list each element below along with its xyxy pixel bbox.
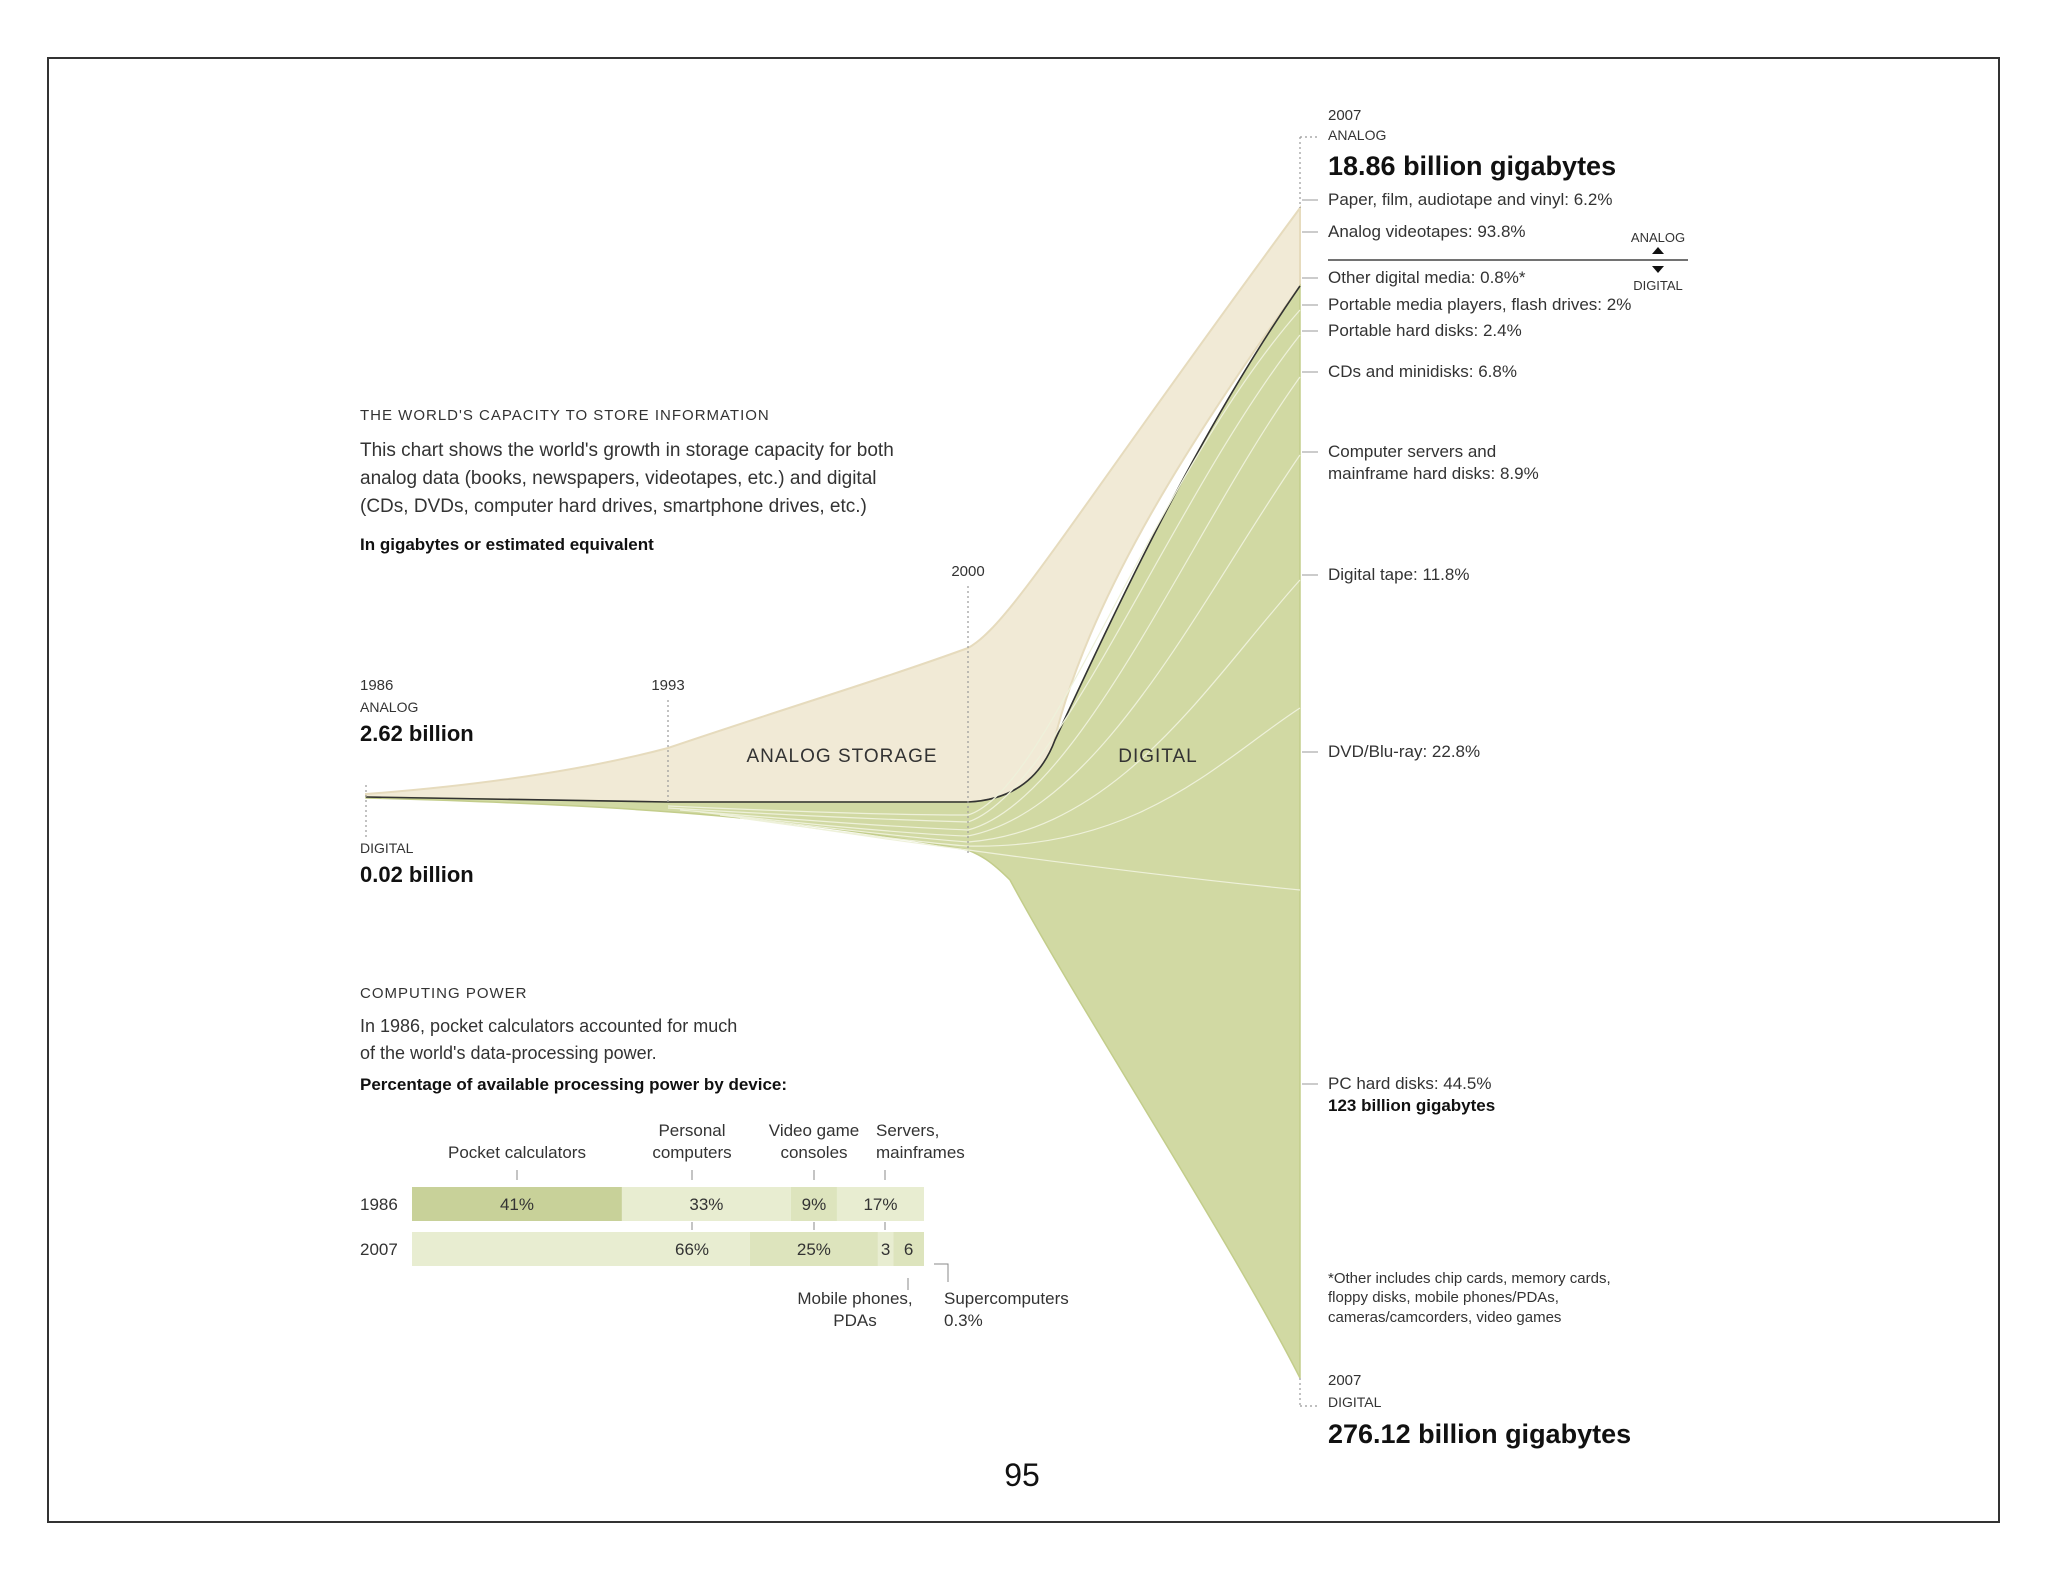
- header-videogame-2: consoles: [780, 1143, 848, 1162]
- label-mobile-2: PDAs: [833, 1311, 877, 1330]
- segment-label-10: PC hard disks: 44.5%: [1328, 1074, 1492, 1093]
- segment-label-3: Other digital media: 0.8%*: [1328, 268, 1526, 287]
- end-analog-year: 2007: [1328, 107, 1362, 124]
- computing-subheading: Percentage of available processing power by device:: [360, 1075, 788, 1094]
- digital-stream-label: DIGITAL: [1118, 746, 1198, 767]
- bar-label-1986-personal-computers: 33%: [689, 1195, 724, 1214]
- header-personal-2: computers: [652, 1143, 732, 1162]
- footnote-line-3: cameras/camcorders, video games: [1328, 1309, 1562, 1326]
- header-pocket-calculators: Pocket calculators: [448, 1143, 586, 1162]
- end-analog-label: ANALOG: [1328, 127, 1387, 143]
- segment-label-9: DVD/Blu-ray: 22.8%: [1328, 742, 1481, 761]
- label-mobile-1: Mobile phones,: [797, 1289, 913, 1308]
- bar-label-2007-video-game-consoles: 25%: [796, 1240, 831, 1259]
- header-servers-1: Servers,: [876, 1121, 940, 1140]
- footnote-line-1: *Other includes chip cards, memory cards,: [1328, 1270, 1611, 1287]
- intro-body-line-2: analog data (books, newspapers, videotapes, etc.) and digital: [360, 468, 877, 489]
- arrow-up-icon: [1652, 247, 1664, 254]
- start-analog-value: 2.62 billion: [360, 721, 474, 746]
- end-digital-label: DIGITAL: [1328, 1394, 1382, 1410]
- segment-label-1: Paper, film, audiotape and vinyl: 6.2%: [1328, 190, 1613, 209]
- divider-digital-label: DIGITAL: [1633, 278, 1683, 293]
- divider-analog-label: ANALOG: [1630, 230, 1686, 245]
- end-digital-value: 276.12 billion gigabytes: [1328, 1419, 1632, 1449]
- start-digital-value: 0.02 billion: [360, 862, 474, 887]
- bar-label-1986-video-game-consoles: 9%: [801, 1195, 827, 1214]
- segment-label-4: Portable media players, flash drives: 2%: [1328, 295, 1632, 314]
- intro-unit-note: In gigabytes or estimated equivalent: [360, 535, 654, 554]
- end-analog-value: 18.86 billion gigabytes: [1328, 151, 1617, 181]
- bar-label-2007-personal-computers: 66%: [674, 1240, 710, 1259]
- header-videogame-1: Video game: [768, 1121, 860, 1140]
- header-servers-2: mainframes: [876, 1143, 965, 1162]
- bar-label-2007-servers-mainframes: 6: [903, 1240, 914, 1259]
- analog-storage-label: ANALOG STORAGE: [746, 746, 938, 767]
- segment-label-10-line-2: 123 billion gigabytes: [1328, 1096, 1496, 1115]
- segment-label-5: Portable hard disks: 2.4%: [1328, 321, 1522, 340]
- start-digital-label: DIGITAL: [360, 840, 414, 856]
- bar-label-1986-servers-mainframes: 17%: [863, 1195, 898, 1214]
- computing-power-bars: [360, 1187, 924, 1266]
- start-analog-label: ANALOG: [360, 699, 419, 715]
- label-super-2: 0.3%: [944, 1311, 983, 1330]
- segment-label-6: CDs and minidisks: 6.8%: [1328, 362, 1517, 381]
- year-1993-label: 1993: [651, 677, 685, 694]
- segment-labels: [1302, 190, 1631, 1115]
- computing-bottom-labels: [797, 1289, 1068, 1330]
- segment-label-7: Computer servers and: [1328, 442, 1497, 461]
- computing-body-line-1: In 1986, pocket calculators accounted for much: [360, 1016, 738, 1036]
- intro-heading: THE WORLD'S CAPACITY TO STORE INFORMATION: [360, 407, 770, 424]
- bar-label-1986-pocket-calculators: 41%: [499, 1195, 534, 1214]
- label-super-1: Supercomputers: [944, 1289, 1069, 1308]
- segment-label-8: Digital tape: 11.8%: [1328, 565, 1470, 584]
- end-digital-year: 2007: [1328, 1372, 1362, 1389]
- footnote-line-2: floppy disks, mobile phones/PDAs,: [1328, 1289, 1559, 1306]
- row-year-1986: 1986: [360, 1195, 398, 1214]
- arrow-down-icon: [1652, 266, 1664, 273]
- start-year: 1986: [360, 677, 394, 694]
- bracket-supercomputers: [934, 1264, 948, 1282]
- computing-heading: COMPUTING POWER: [360, 985, 528, 1002]
- intro-body-line-3: (CDs, DVDs, computer hard drives, smartphone drives, etc.): [360, 496, 867, 517]
- computing-body-line-2: of the world's data-processing power.: [360, 1043, 657, 1063]
- year-2000-label: 2000: [951, 563, 985, 580]
- row-year-2007: 2007: [360, 1240, 398, 1259]
- segment-label-2: Analog videotapes: 93.8%: [1328, 222, 1526, 241]
- bar-label-2007-mobile-phones-pdas: 3: [880, 1240, 891, 1259]
- intro-body-line-1: This chart shows the world's growth in storage capacity for both: [360, 440, 894, 461]
- page-number: 95: [1004, 1457, 1040, 1493]
- header-personal-1: Personal: [658, 1121, 726, 1140]
- segment-label-7-line-2: mainframe hard disks: 8.9%: [1328, 464, 1539, 483]
